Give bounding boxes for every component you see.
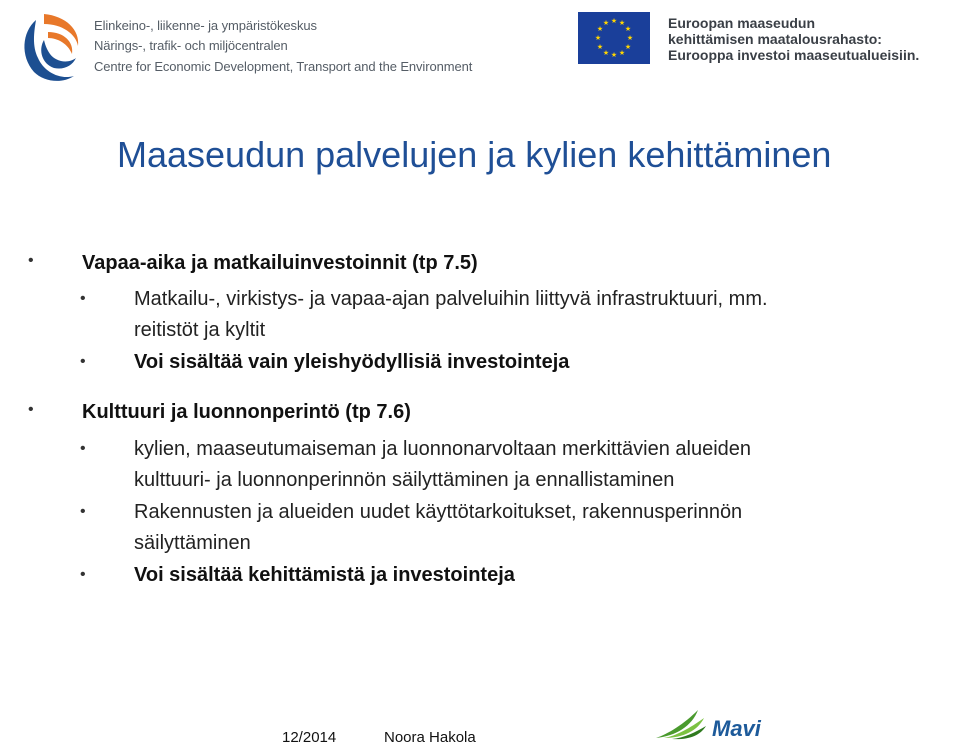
bullet-dot-icon: • — [80, 566, 86, 583]
list-item-line: Rakennusten ja alueiden uudet käyttötarkoitukset, rakennusperinnön — [134, 501, 743, 523]
svg-text:★: ★ — [618, 19, 626, 27]
list-item-line: kylien, maaseutumaiseman ja luonnonarvoltaan merkittävien alueiden — [134, 438, 752, 460]
svg-text:★: ★ — [596, 25, 604, 33]
bullet-dot-icon: • — [28, 401, 34, 418]
svg-text:★: ★ — [624, 25, 632, 33]
list-item-line: Voi sisältää vain yleishyödyllisiä investointeja — [134, 351, 570, 373]
bullet-dot-icon: • — [28, 252, 34, 269]
list-item-line: reitistöt ja kyltit — [134, 319, 266, 341]
mavi-logo-text: Mavi — [712, 716, 761, 741]
ely-name-sv: Närings-, trafik- och miljöcentralen — [94, 38, 288, 53]
svg-text:★: ★ — [610, 17, 618, 25]
footer-date: 12/2014 — [282, 729, 337, 746]
ely-name-fi: Elinkeino-, liikenne- ja ympäristökeskus — [94, 18, 317, 33]
bullet-dot-icon: • — [80, 440, 86, 457]
mavi-leaf-icon — [654, 708, 708, 740]
svg-text:★: ★ — [618, 49, 626, 57]
svg-text:★: ★ — [602, 19, 610, 27]
footer-author: Noora Hakola — [384, 729, 476, 746]
list-item-line: Matkailu-, virkistys- ja vapaa-ajan palveluihin liittyvä infrastruktuuri, mm. — [134, 288, 768, 310]
section-heading: Vapaa-aika ja matkailuinvestoinnit (tp 7.5) — [82, 252, 478, 274]
svg-text:★: ★ — [602, 49, 610, 57]
ely-logo-icon — [14, 10, 84, 84]
bullet-dot-icon: • — [80, 353, 86, 370]
ely-name-en: Centre for Economic Development, Transport and the Environment — [94, 59, 473, 74]
eu-fund-line-3: Eurooppa investoi maaseutualueisiin. — [668, 47, 920, 63]
svg-text:★: ★ — [626, 34, 634, 42]
list-item-line: Voi sisältää kehittämistä ja investointeja — [134, 564, 515, 586]
svg-text:★: ★ — [610, 51, 618, 59]
slide-title: Maaseudun palvelujen ja kylien kehittäminen — [117, 134, 832, 175]
svg-text:★: ★ — [624, 43, 632, 51]
list-item-line: kulttuuri- ja luonnonperinnön säilyttäminen ja ennallistaminen — [134, 469, 675, 491]
bullet-dot-icon: • — [80, 503, 86, 520]
list-item-line: säilyttäminen — [134, 532, 251, 554]
eu-fund-line-1: Euroopan maaseudun — [668, 15, 816, 31]
eu-flag-icon — [578, 12, 650, 64]
svg-text:★: ★ — [596, 43, 604, 51]
bullet-dot-icon: • — [80, 290, 86, 307]
eu-fund-line-2: kehittämisen maatalousrahasto: — [668, 31, 882, 47]
section-heading: Kulttuuri ja luonnonperintö (tp 7.6) — [82, 401, 411, 423]
svg-text:★: ★ — [594, 34, 602, 42]
